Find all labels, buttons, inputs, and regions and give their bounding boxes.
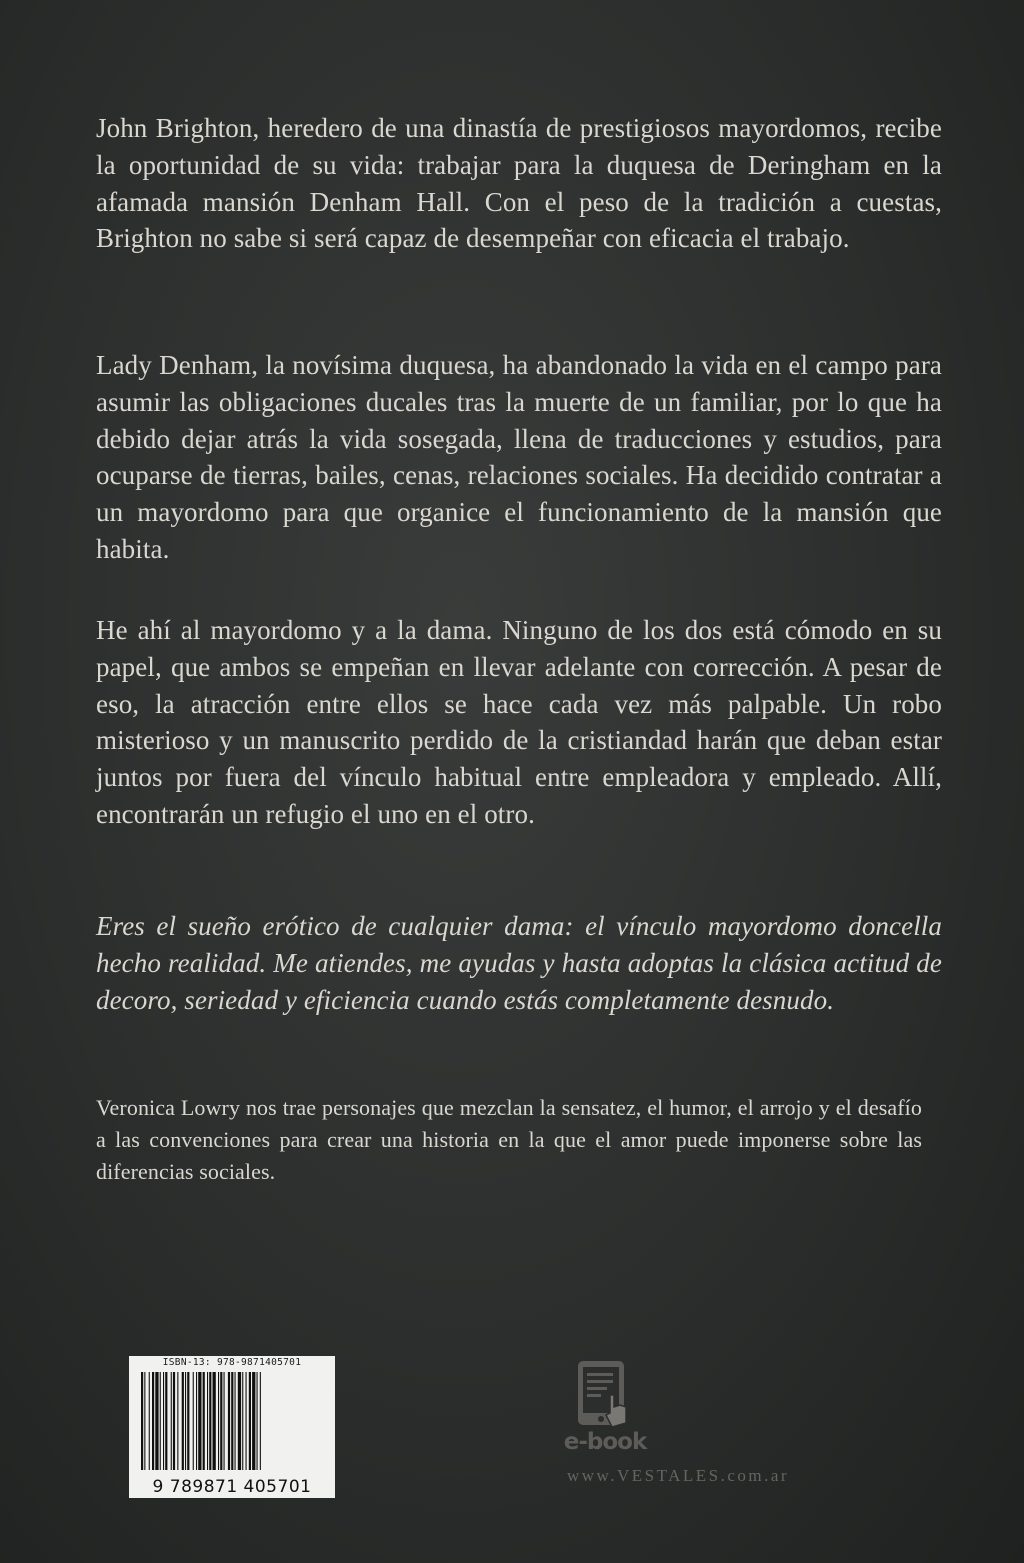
barcode-bar	[220, 1372, 222, 1470]
barcode-bar	[242, 1372, 243, 1470]
barcode-bar	[207, 1372, 208, 1470]
barcode-digits: 9 789871 405701	[152, 1477, 312, 1497]
barcode-bar	[144, 1372, 145, 1470]
barcode-bar	[196, 1372, 197, 1470]
barcode-bar	[203, 1372, 205, 1470]
author-blurb: Veronica Lowry nos trae personajes que mezclan la sensatez, el humor, el arrojo y el desafío a las convenciones para crear una historia en la que el amor puede imponerse sobre las diferencias sociales.	[96, 1095, 922, 1184]
barcode-bar	[173, 1372, 175, 1470]
synopsis-paragraph-2: Lady Denham, la novísima duquesa, ha abandonado la vida en el campo para asumir las obligaciones ducales tras la muerte de un familiar, por lo que ha debido dejar atrás la vida sosegada, llena de traducciones y estudios, para ocuparse de tierras, bailes, cenas, relaciones sociales. Ha decidido contratar a un mayordomo para que organice el funcionamiento de la mansión que habita.	[96, 350, 942, 564]
barcode-bar	[198, 1372, 201, 1470]
barcode-bar	[163, 1372, 164, 1470]
publisher-website: www.VESTALES.com.ar	[567, 1466, 790, 1485]
barcode-bar	[152, 1372, 154, 1470]
synopsis-paragraph-3: He ahí al mayordomo y a la dama. Ninguno de los dos está cómodo en su papel, que ambos se empeñan en llevar adelante con corrección. A pesar de eso, la atracción entre ellos se hace cada vez más palpable. Un robo misterioso y un manuscrito perdido de la cristiandad harán que deban estar juntos por fuera del vínculo habitual entre empleadora y empleado. Allí, encontrarán un refugio el uno en el otro.	[96, 615, 942, 829]
excerpt-quote: Eres el sueño erótico de cualquier dama: el vínculo mayordomo doncella hecho realidad. Me atiendes, me ayudas y hasta adoptas la clásica actitud de decoro, seriedad y eficiencia cuando estás completamente desnudo.	[96, 911, 942, 1015]
barcode-bar	[252, 1372, 255, 1470]
barcode-bar	[224, 1372, 225, 1470]
barcode-bar	[218, 1372, 219, 1470]
barcode-bar	[160, 1372, 161, 1470]
ebook-tablet-icon	[560, 1357, 650, 1432]
barcode-bar	[141, 1372, 143, 1470]
barcode-bars	[141, 1372, 327, 1470]
barcode-bar	[228, 1372, 230, 1470]
barcode-bar	[155, 1372, 158, 1470]
barcode-bar	[235, 1372, 236, 1470]
barcode-bar	[231, 1372, 233, 1470]
barcode-bar	[257, 1372, 258, 1470]
barcode-bar	[177, 1372, 178, 1470]
barcode-bar	[182, 1372, 184, 1470]
barcode-bar	[193, 1372, 194, 1470]
barcode-bar	[171, 1372, 172, 1470]
barcode-bar	[149, 1372, 150, 1470]
barcode-bar	[187, 1372, 189, 1470]
barcode-bar	[260, 1372, 261, 1470]
isbn-label: ISBN-13: 978-9871405701	[162, 1357, 302, 1368]
barcode-bar	[238, 1372, 241, 1470]
barcode-bar	[209, 1372, 211, 1470]
ebook-label: e-book	[563, 1429, 647, 1455]
barcode-bar	[165, 1372, 167, 1470]
barcode-bar	[249, 1372, 251, 1470]
barcode-bar	[246, 1372, 247, 1470]
ebook-badge	[560, 1357, 650, 1467]
isbn-barcode	[129, 1356, 335, 1498]
barcode-bar	[213, 1372, 216, 1470]
synopsis-paragraph-1: John Brighton, heredero de una dinastía de prestigiosos mayordomos, recibe la oportunidad de su vida: trabajar para la duquesa de Deringham en la afamada mansión Denham Hall. Con el peso de la tradición a cuestas, Brighton no sabe si será capaz de desempeñar con eficacia el trabajo.	[96, 113, 942, 254]
barcode-bar	[185, 1372, 186, 1470]
